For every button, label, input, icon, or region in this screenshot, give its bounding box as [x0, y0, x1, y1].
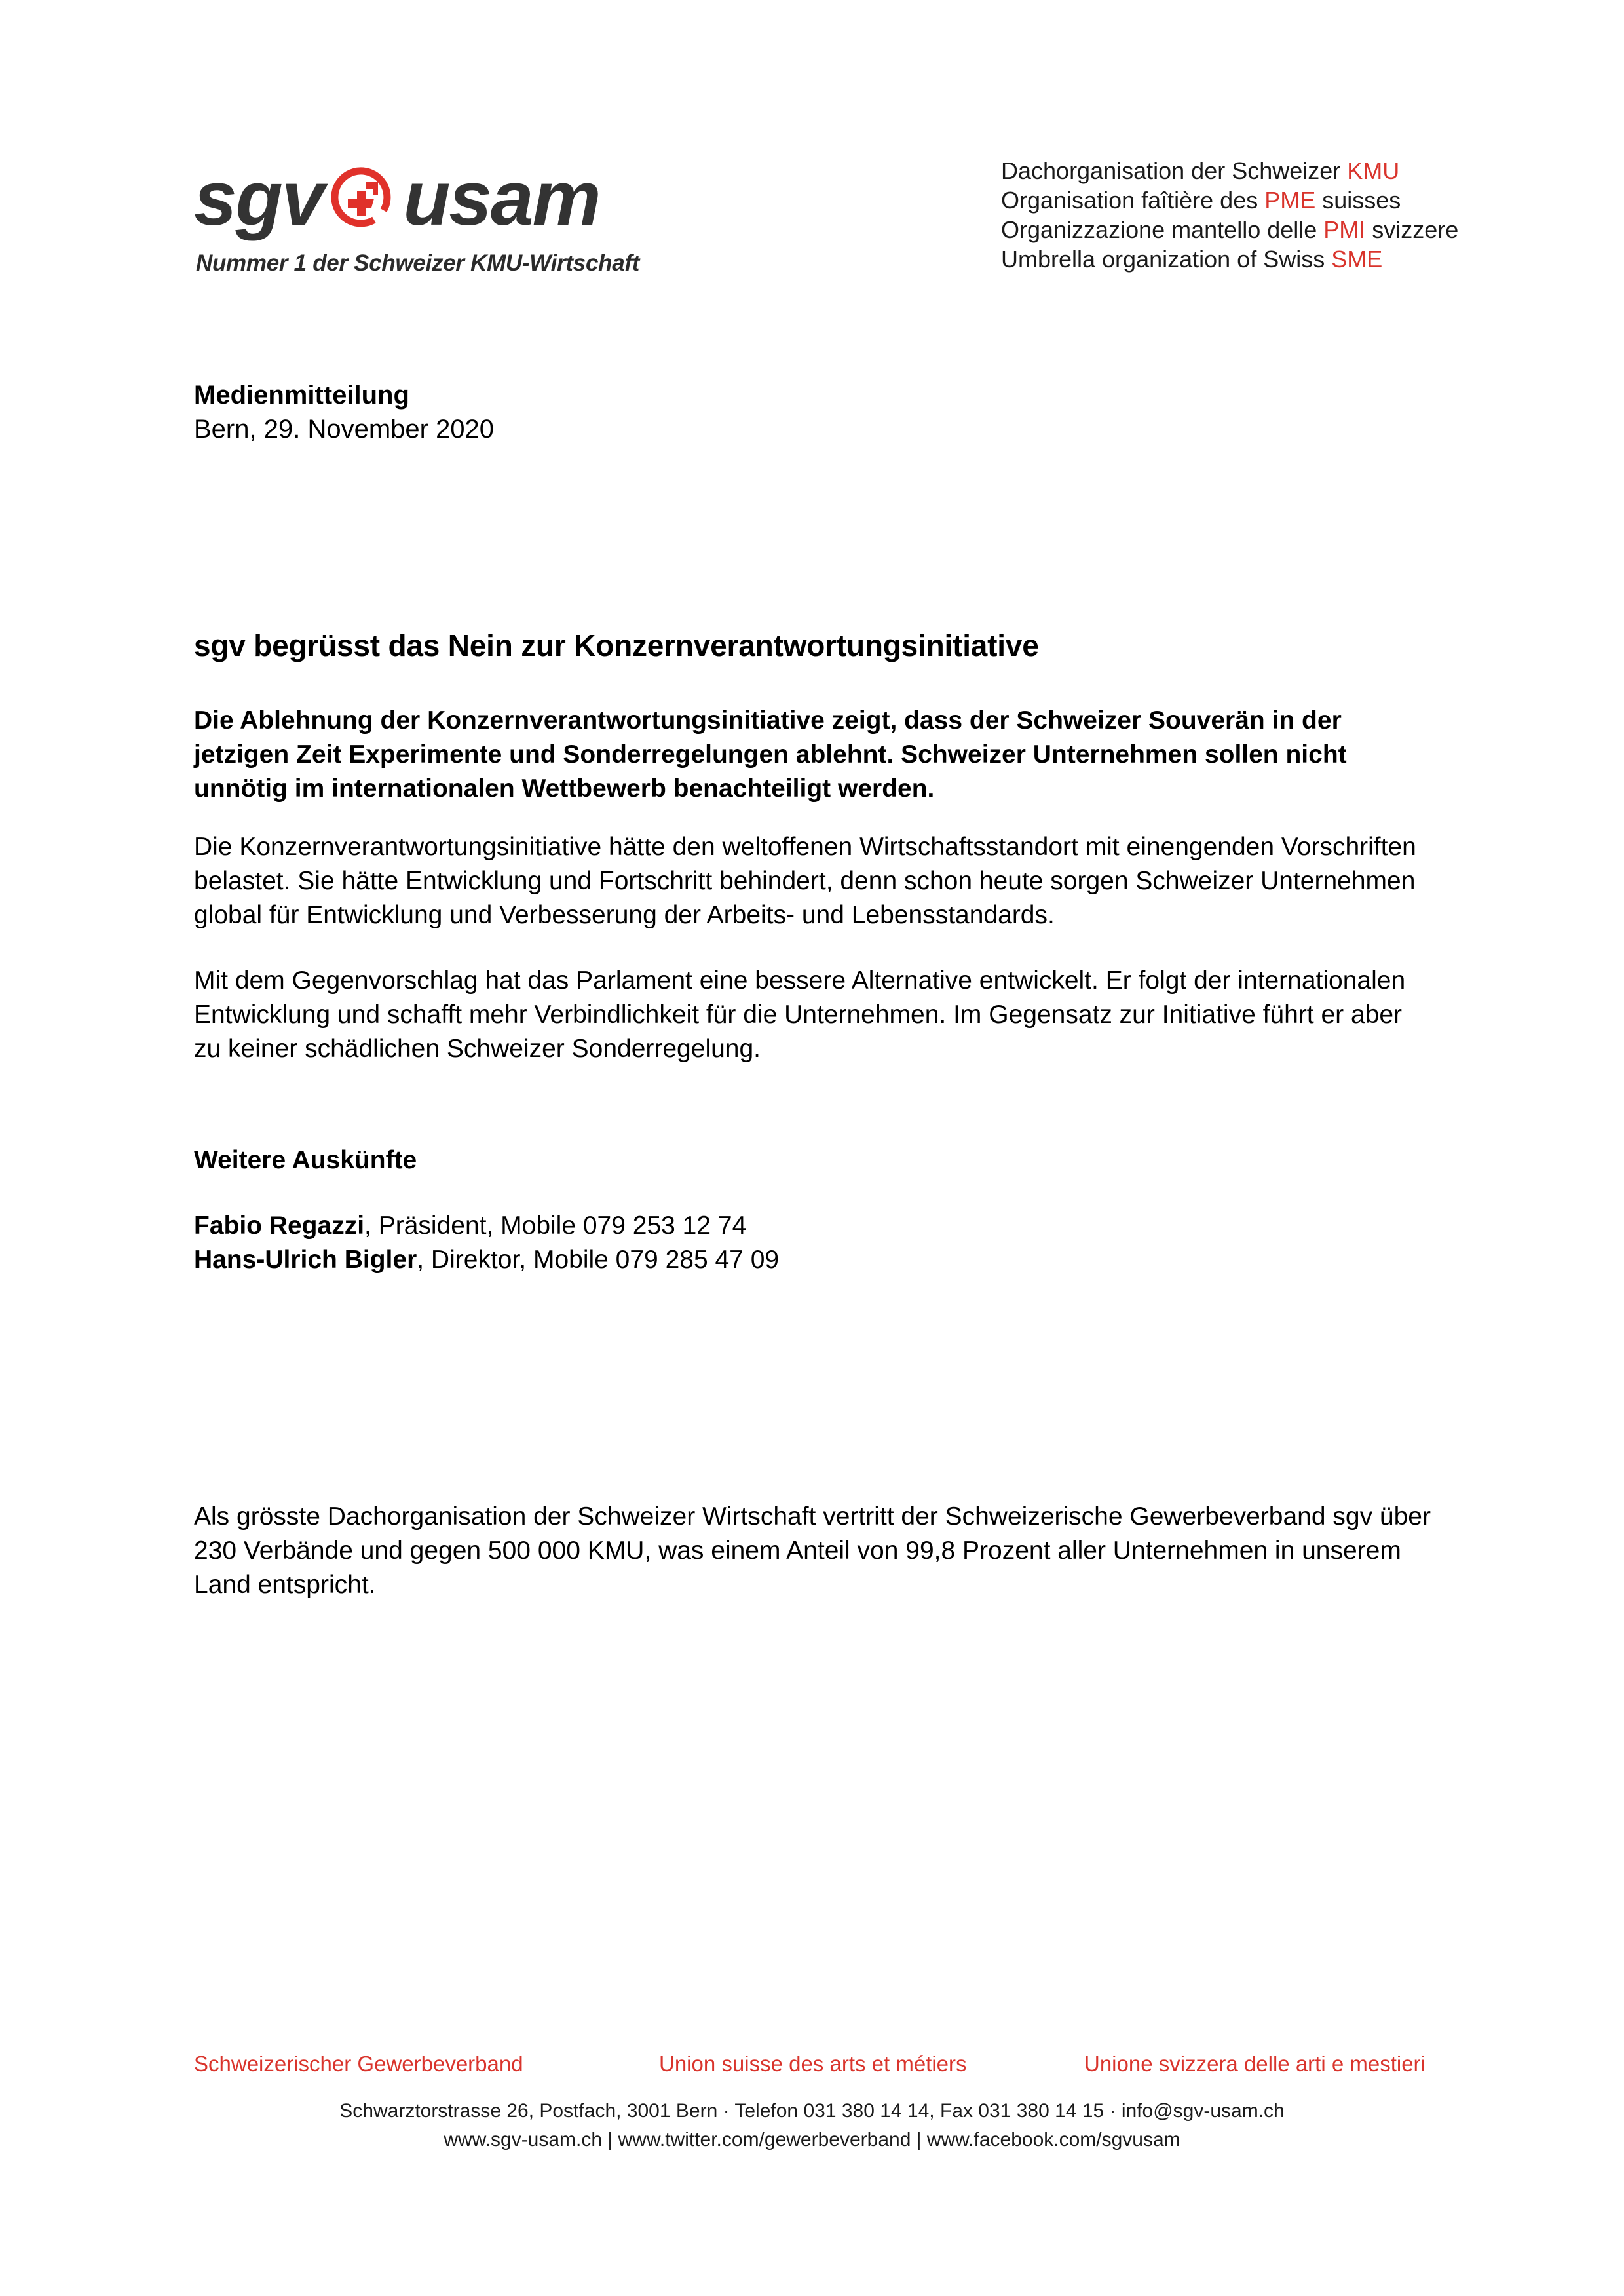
- contact-row: [194, 1209, 779, 1243]
- contact-name: Hans-Ulrich Bigler: [194, 1246, 417, 1274]
- lead-paragraph: Die Ablehnung der Konzernverantwortungsinitiative zeigt, dass der Schweizer Souverän in der jetzigen Zeit Experimente und Sonderregelungen ablehnt. Schweizer Unternehmen sollen nicht unnötig im internationalen Wettbewerb benachteiligt werden.: [194, 706, 1347, 803]
- contact-details: , Direktor, Mobile 079 285 47 09: [417, 1246, 780, 1274]
- org-line-en: [1001, 244, 1458, 274]
- org-line-de: [1001, 156, 1458, 185]
- org-line-it-accent: PMI: [1323, 216, 1366, 243]
- contact-row: [194, 1243, 779, 1277]
- body-paragraph-2: Mit dem Gegenvorschlag hat das Parlament eine bessere Alternative entwickelt. Er folgt der internationalen Entwicklung und schafft mehr Verbindlichkeit für die Unternehmen. Im Gegensatz zur Initiative führt er aber zu keiner schädlichen Schweizer Sonderregelung.: [194, 966, 1406, 1063]
- org-line-fr: [1001, 185, 1458, 215]
- boilerplate-paragraph: Als grösste Dachorganisation der Schweizer Wirtschaft vertritt der Schweizerische Gewerbeverband sgv über 230 Verbände und gegen 500 000 KMU, was einem Anteil von 99,8 Prozent aller Unternehmen in unserem Land entspricht.: [194, 1502, 1431, 1599]
- body-paragraph-1: Die Konzernverantwortungsinitiative hätte den weltoffenen Wirtschaftsstandort mit einengenden Vorschriften belastet. Sie hätte Entwicklung und Fortschritt behindert, denn schon heute sorgen Schweizer Unternehmen global für Entwicklung und Verbesserung der Arbeits- und Lebensstandards.: [194, 833, 1416, 929]
- org-line-de-accent: KMU: [1347, 157, 1400, 184]
- logo-word-usam: usam: [403, 155, 600, 242]
- org-line-fr-suffix: suisses: [1315, 187, 1401, 214]
- org-line-fr-accent: PME: [1264, 187, 1316, 214]
- footer-address-line: Schwarztorstrasse 26, Postfach, 3001 Bern · Telefon 031 380 14 14, Fax 031 380 14 15 · info@sgv-usam.ch: [339, 2100, 1285, 2122]
- contact-details: , Präsident, Mobile 079 253 12 74: [364, 1212, 747, 1240]
- footer-name-de: Schweizerischer Gewerbeverband: [194, 2052, 523, 2076]
- footer-name-it: Unione svizzera delle arti e mestieri: [1084, 2052, 1426, 2076]
- contacts-list: [194, 1209, 779, 1277]
- logo-word-sgv: sgv: [194, 155, 324, 242]
- org-line-en-accent: SME: [1331, 246, 1383, 273]
- sgv-usam-logo: [194, 155, 640, 277]
- document-header: [0, 0, 1624, 308]
- swiss-cross-circle-emblem-icon: [326, 162, 399, 235]
- footer-name-fr: Union suisse des arts et métiers: [659, 2052, 967, 2076]
- org-line-fr-prefix: Organisation faîtière des: [1001, 187, 1265, 214]
- contacts-heading: Weitere Auskünfte: [194, 1146, 417, 1174]
- release-place-date: Bern, 29. November 2020: [194, 415, 495, 444]
- footer-weblinks-line: www.sgv-usam.ch | www.twitter.com/gewerbeverband | www.facebook.com/sgvusam: [444, 2129, 1180, 2151]
- org-line-it-prefix: Organizzazione mantello delle: [1001, 216, 1324, 243]
- org-line-de-prefix: Dachorganisation der Schweizer: [1001, 157, 1348, 184]
- contact-name: Fabio Regazzi: [194, 1212, 365, 1240]
- logo-tagline: Nummer 1 der Schweizer KMU-Wirtschaft: [196, 250, 640, 276]
- release-type-label: Medienmitteilung: [194, 381, 409, 410]
- footer-contact-block: [0, 2097, 1624, 2154]
- footer-organization-names: [0, 2051, 1624, 2090]
- logo-wordmark: [194, 155, 600, 242]
- org-line-en-prefix: Umbrella organization of Swiss: [1001, 246, 1332, 273]
- org-line-it: [1001, 215, 1458, 244]
- page-title: sgv begrüsst das Nein zur Konzernverantwortungsinitiative: [194, 628, 1039, 662]
- organization-subtitle-block: [1001, 156, 1458, 274]
- org-line-it-suffix: svizzere: [1365, 216, 1459, 243]
- document-footer: [0, 2051, 1624, 2154]
